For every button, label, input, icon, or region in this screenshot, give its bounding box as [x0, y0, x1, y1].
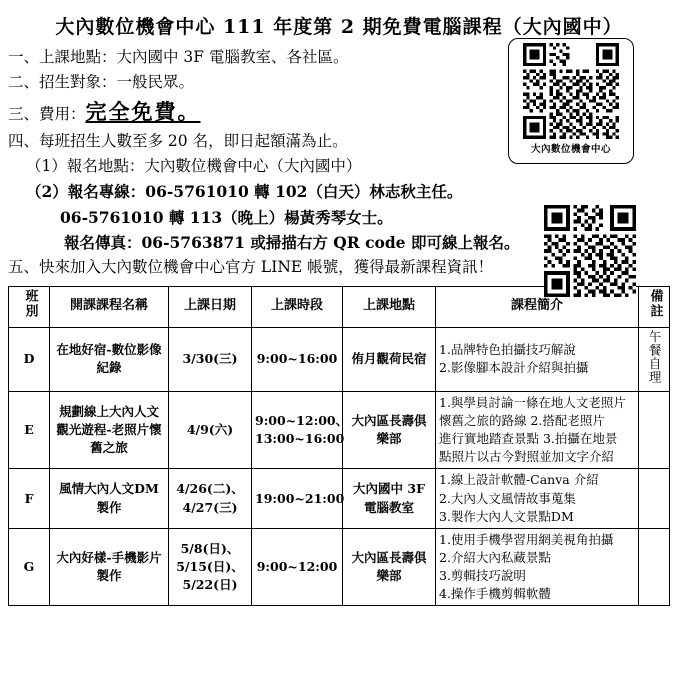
- header-time: 上課時段: [252, 286, 343, 327]
- cell-date: [169, 327, 252, 391]
- info-line-audience: 二、招生對象：一般民眾。: [8, 73, 195, 92]
- qr-code-line-box: [508, 38, 634, 164]
- table-row: [9, 327, 670, 391]
- cell-line: 4/27(三): [182, 499, 238, 515]
- desc-line: 3.製作大內人文景點DM: [439, 508, 574, 524]
- cell-class: E: [9, 391, 50, 469]
- cell-line: 9:00~12:00、: [255, 413, 349, 429]
- qr-code-icon: [544, 205, 636, 297]
- cell-class: F: [9, 469, 50, 528]
- fee-label: 三、費用：: [8, 105, 86, 124]
- cell-date: [169, 391, 252, 469]
- info-line-signup-place: （1）報名地點：大內數位機會中心（大內國中）: [26, 157, 362, 176]
- cell-time: [252, 327, 343, 391]
- cell-note: [639, 528, 670, 606]
- desc-line: 1.線上設計軟體-Canva 介紹: [439, 472, 599, 488]
- cell-note: [639, 391, 670, 469]
- desc-line: 2.大內人文風情故事蒐集: [439, 490, 576, 506]
- cell-line: 4/26(二)、: [176, 481, 244, 497]
- cell-place: 大內國中 3F 電腦教室: [343, 469, 436, 528]
- fee-value: 完全免費。: [85, 99, 201, 125]
- cell-line: 13:00~16:00: [255, 431, 345, 447]
- cell-description: [436, 469, 639, 528]
- desc-line: 1.使用手機學習用網美視角拍攝: [439, 531, 614, 547]
- cell-line: 5/8(日)、: [180, 540, 240, 556]
- table-row: [9, 528, 670, 606]
- cell-line: 9:00~12:00: [256, 558, 338, 574]
- info-line-location: 一、上課地點：大內國中 3F 電腦教室、各社區。: [8, 48, 349, 66]
- qr-code-caption: 大內數位機會中心: [530, 144, 611, 155]
- cell-course-name: 風情大內人文DM 製作: [50, 469, 169, 528]
- cell-class: G: [9, 528, 50, 606]
- info-line-line-account: 五、快來加入大內數位機會中心官方 LINE 帳號，獲得最新課程資訊！: [8, 257, 494, 276]
- desc-line: 3.剪輯技巧說明: [439, 568, 526, 584]
- cell-time: [252, 469, 343, 528]
- desc-line: 1.與學員討論一條在地人文老照片懷舊之旅的路線 2.搭配老照片: [439, 394, 626, 429]
- cell-class: D: [9, 327, 50, 391]
- note-text: 午餐自理: [647, 329, 663, 384]
- cell-description: [436, 327, 639, 391]
- desc-line: 2.介紹大內私藏景點: [439, 549, 551, 565]
- header-place: 上課地點: [343, 286, 436, 327]
- cell-place: 大內區長壽俱樂部: [343, 391, 436, 469]
- cell-date: [169, 528, 252, 606]
- cell-place: 侑月觀荷民宿: [343, 327, 436, 391]
- page-title: 大內數位機會中心 111 年度第 2 期免費電腦課程（大內國中）: [55, 16, 623, 38]
- cell-line: 19:00~21:00: [255, 490, 345, 506]
- info-line-fax: 報名傳真：06-5763871 或掃描右方 QR code 即可線上報名。: [64, 232, 520, 252]
- desc-line: 2.影像腳本設計介紹與拍攝: [439, 360, 589, 376]
- desc-line: 進行實地踏查景點 3.拍攝在地景: [439, 431, 618, 447]
- cell-course-name: 規劃線上大內人文觀光遊程-老照片懷舊之旅: [50, 391, 169, 469]
- desc-line: 4.操作手機剪輯軟體: [439, 586, 551, 602]
- info-line-quota: 四、每班招生人數至多 20 名，即日起額滿為止。: [8, 132, 348, 151]
- course-table: [8, 286, 670, 606]
- cell-course-name: 在地好宿-數位影像紀錄: [50, 327, 169, 391]
- cell-note: [639, 469, 670, 528]
- cell-course-name: 大內好樣-手機影片製作: [50, 528, 169, 606]
- header-name: 開課課程名稱: [50, 286, 169, 327]
- cell-line: 3/30(三): [182, 351, 238, 367]
- cell-place: 大內區長壽俱樂部: [343, 528, 436, 606]
- desc-line: 1.品牌特色拍攝技巧解說: [439, 342, 576, 358]
- qr-code-signup-box: [544, 205, 636, 297]
- cell-line: 9:00~16:00: [256, 351, 338, 367]
- header-date: 上課日期: [169, 286, 252, 327]
- table-row: [9, 469, 670, 528]
- table-row: [9, 391, 670, 469]
- cell-description: [436, 528, 639, 606]
- info-line-signup-phone-night: 06-5761010 轉 113（晚上）楊黃秀琴女士。: [60, 207, 393, 227]
- cell-description: [436, 391, 639, 469]
- cell-line: 4/9(六): [186, 422, 234, 438]
- header-class: 班別: [9, 286, 50, 327]
- header-desc: 課程簡介: [436, 286, 639, 327]
- cell-time: [252, 391, 349, 469]
- header-note: 備註: [639, 286, 670, 327]
- qr-code-icon: [523, 43, 619, 139]
- cell-note: [639, 327, 670, 391]
- info-line-signup-phone-day: （2）報名專線：06-5761010 轉 102（白天）林志秋主任。: [26, 182, 463, 202]
- cell-line: 5/22(日): [182, 577, 238, 593]
- cell-line: 5/15(日)、: [176, 558, 244, 574]
- desc-line: 點照片以古今對照並加文字介紹: [439, 449, 615, 465]
- cell-time: [252, 528, 343, 606]
- cell-date: [169, 469, 252, 528]
